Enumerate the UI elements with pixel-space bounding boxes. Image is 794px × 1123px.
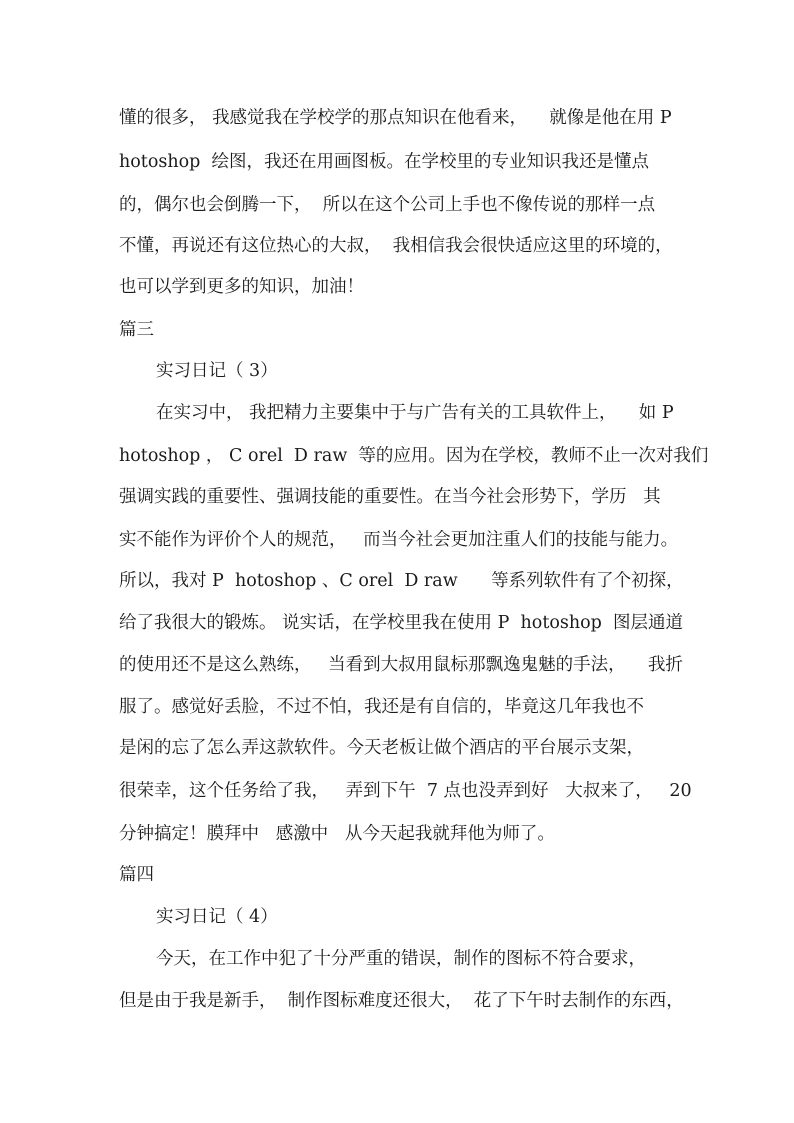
paragraph-line: 是闲的忘了怎么弄这款软件。今天老板让做个酒店的平台展示支架， — [119, 738, 644, 758]
paragraph-line: 服了。感觉好丢脸，不过不怕，我还是有自信的，毕竟这几年我也不 — [119, 697, 644, 717]
paragraph-line: 的使用还不是这么熟练， 当看到大叔用鼠标那飘逸鬼魅的手法， 我折 — [119, 655, 683, 675]
paragraph-line: 所以，我对 P hotoshop 、C orel D raw 等系列软件有了个初探， — [119, 571, 684, 591]
paragraph-line: 强调实践的重要性、强调技能的重要性。在当今社会形势下，学历 其 — [119, 487, 661, 507]
paragraph-line: 的，偶尔也会倒腾一下， 所以在这个公司上手也不像传说的那样一点 — [119, 195, 656, 215]
paragraph-line: 给了我很大的锻炼。 说实话，在学校里我在使用 P hotoshop 图层通道 — [119, 613, 684, 633]
section-heading: 篇三 — [119, 320, 154, 340]
paragraph-line: 在实习中， 我把精力主要集中于与广告有关的工具软件上， 如 P — [156, 403, 674, 423]
paragraph-line: 今天，在工作中犯了十分严重的错误，制作的图标不符合要求， — [156, 949, 646, 969]
diary-title: 实习日记（ 3） — [156, 361, 278, 381]
section-heading: 篇四 — [119, 865, 154, 885]
paragraph-line: 实不能作为评价个人的规范， 而当今社会更加注重人们的技能与能力。 — [119, 530, 679, 550]
diary-title: 实习日记（ 4） — [156, 907, 278, 927]
paragraph-line: 但是由于我是新手， 制作图标难度还很大， 花了下午时去制作的东西， — [119, 991, 684, 1011]
paragraph-line: 也可以学到更多的知识，加油！ — [119, 277, 364, 297]
paragraph-line: hotoshop ， C orel D raw 等的应用。因为在学校，教师不止一次对我们 — [119, 446, 709, 466]
paragraph-line: hotoshop 绘图，我还在用画图板。在学校里的专业知识我还是懂点 — [119, 152, 649, 172]
paragraph-line: 很荣幸，这个任务给了我， 弄到下午 7 点也没弄到好 大叔来了， 20 — [119, 781, 692, 801]
paragraph-line: 分钟搞定！膜拜中 感激中 从今天起我就拜他为师了。 — [119, 824, 555, 844]
paragraph-line: 懂的很多， 我感觉我在学校学的那点知识在他看来， 就像是他在用 P — [119, 108, 672, 128]
paragraph-line: 不懂，再说还有这位热心的大叔， 我相信我会很快适应这里的环境的， — [119, 236, 673, 256]
